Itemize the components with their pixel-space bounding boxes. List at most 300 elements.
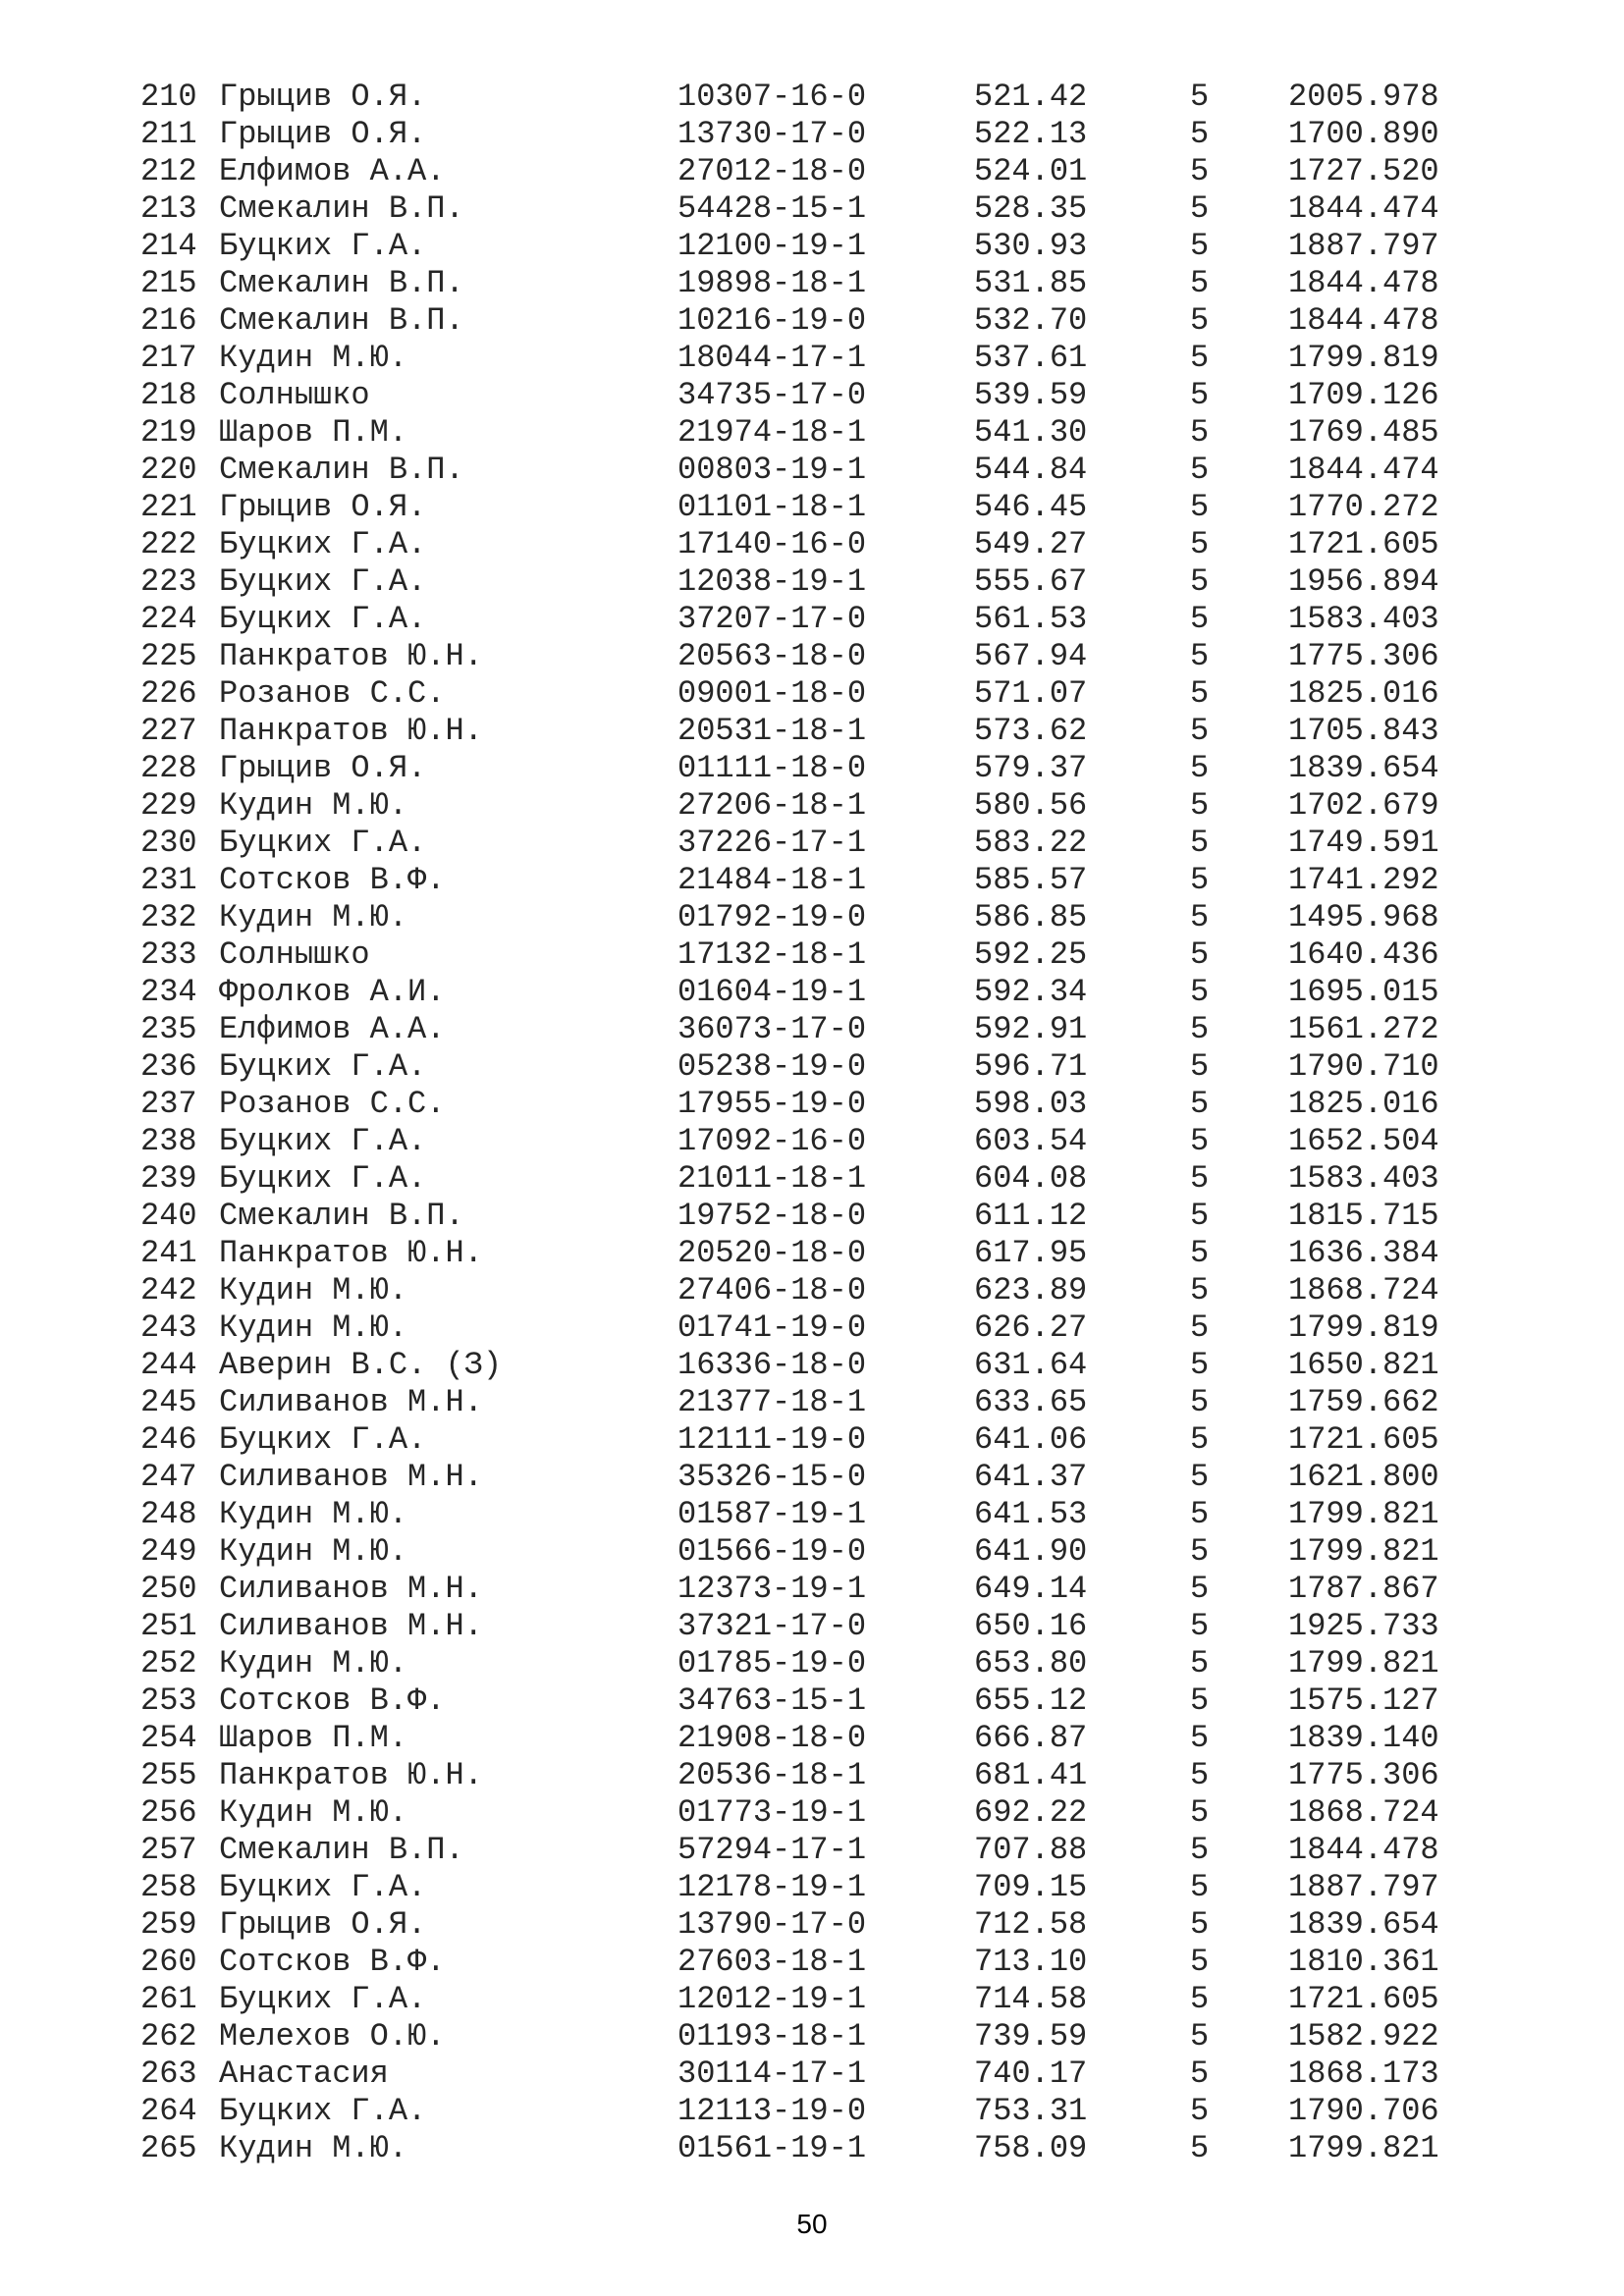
speed-value: 1770.272 [1288,489,1439,525]
count-value: 5 [1190,974,1210,1010]
row-number: 241 [140,1235,197,1271]
distance-value: 528.35 [974,190,1088,227]
distance-value: 666.87 [974,1720,1088,1756]
distance-value: 549.27 [974,526,1088,562]
speed-value: 1582.922 [1288,2018,1439,2055]
speed-value: 1839.654 [1288,750,1439,786]
count-value: 5 [1190,563,1210,600]
participant-name: Фролков А.И. [219,974,446,1010]
participant-name: Смекалин В.П. [219,190,464,227]
participant-name: Грыцив О.Я. [219,489,427,525]
row-number: 215 [140,265,197,301]
ring-code: 01792-19-0 [677,899,867,935]
distance-value: 598.03 [974,1086,1088,1122]
speed-value: 1844.478 [1288,265,1439,301]
ring-code: 12178-19-1 [677,1869,867,1905]
ring-code: 00803-19-1 [677,452,867,488]
speed-value: 1887.797 [1288,1869,1439,1905]
distance-value: 592.34 [974,974,1088,1010]
distance-value: 681.41 [974,1757,1088,1793]
speed-value: 1705.843 [1288,713,1439,749]
count-value: 5 [1190,1272,1210,1308]
ring-code: 05238-19-0 [677,1048,867,1085]
distance-value: 641.06 [974,1421,1088,1458]
table-row [0,2130,1624,2167]
row-number: 244 [140,1347,197,1383]
count-value: 5 [1190,2056,1210,2092]
speed-value: 1799.821 [1288,1645,1439,1682]
table-row [0,936,1624,974]
table-row [0,377,1624,414]
row-number: 230 [140,825,197,861]
count-value: 5 [1190,1011,1210,1047]
table-row [0,228,1624,265]
distance-value: 522.13 [974,116,1088,152]
participant-name: Панкратов Ю.Н. [219,1235,483,1271]
speed-value: 1727.520 [1288,153,1439,189]
distance-value: 753.31 [974,2093,1088,2129]
table-row [0,1048,1624,1086]
ring-code: 27603-18-1 [677,1944,867,1980]
count-value: 5 [1190,1906,1210,1943]
distance-value: 592.91 [974,1011,1088,1047]
speed-value: 1799.819 [1288,340,1439,376]
ring-code: 17132-18-1 [677,936,867,973]
table-row [0,1272,1624,1309]
row-number: 265 [140,2130,197,2166]
row-number: 234 [140,974,197,1010]
speed-value: 2005.978 [1288,79,1439,115]
ring-code: 21377-18-1 [677,1384,867,1420]
count-value: 5 [1190,1571,1210,1607]
table-row [0,563,1624,601]
count-value: 5 [1190,1869,1210,1905]
table-row [0,1533,1624,1571]
count-value: 5 [1190,899,1210,935]
table-row [0,601,1624,638]
distance-value: 583.22 [974,825,1088,861]
distance-value: 571.07 [974,675,1088,712]
row-number: 257 [140,1832,197,1868]
speed-value: 1741.292 [1288,862,1439,898]
table-row [0,862,1624,899]
table-row [0,1906,1624,1944]
distance-value: 611.12 [974,1198,1088,1234]
row-number: 236 [140,1048,197,1085]
row-number: 247 [140,1459,197,1495]
row-number: 258 [140,1869,197,1905]
row-number: 225 [140,638,197,674]
distance-value: 580.56 [974,787,1088,824]
speed-value: 1887.797 [1288,228,1439,264]
distance-value: 740.17 [974,2056,1088,2092]
participant-name: Кудин М.Ю. [219,787,408,824]
ring-code: 12100-19-1 [677,228,867,264]
participant-name: Сотсков В.Ф. [219,1944,446,1980]
row-number: 232 [140,899,197,935]
count-value: 5 [1190,1981,1210,2017]
participant-name: Силиванов М.Н. [219,1459,483,1495]
table-row [0,787,1624,825]
ring-code: 20520-18-0 [677,1235,867,1271]
speed-value: 1810.361 [1288,1944,1439,1980]
table-row [0,1794,1624,1832]
participant-name: Солнышко [219,377,370,413]
ring-code: 57294-17-1 [677,1832,867,1868]
row-number: 254 [140,1720,197,1756]
count-value: 5 [1190,265,1210,301]
distance-value: 592.25 [974,936,1088,973]
row-number: 233 [140,936,197,973]
row-number: 218 [140,377,197,413]
speed-value: 1799.821 [1288,2130,1439,2166]
participant-name: Кудин М.Ю. [219,340,408,376]
ring-code: 35326-15-0 [677,1459,867,1495]
count-value: 5 [1190,153,1210,189]
table-row [0,302,1624,340]
speed-value: 1775.306 [1288,638,1439,674]
speed-value: 1759.662 [1288,1384,1439,1420]
distance-value: 692.22 [974,1794,1088,1831]
participant-name: Панкратов Ю.Н. [219,713,483,749]
participant-name: Шаров П.М. [219,414,408,451]
row-number: 262 [140,2018,197,2055]
ring-code: 12012-19-1 [677,1981,867,2017]
speed-value: 1650.821 [1288,1347,1439,1383]
distance-value: 758.09 [974,2130,1088,2166]
participant-name: Панкратов Ю.Н. [219,638,483,674]
row-number: 231 [140,862,197,898]
distance-value: 539.59 [974,377,1088,413]
count-value: 5 [1190,936,1210,973]
participant-name: Буцких Г.А. [219,825,427,861]
participant-name: Буцких Г.А. [219,2093,427,2129]
count-value: 5 [1190,228,1210,264]
row-number: 235 [140,1011,197,1047]
distance-value: 709.15 [974,1869,1088,1905]
distance-value: 655.12 [974,1682,1088,1719]
participant-name: Буцких Г.А. [219,1869,427,1905]
count-value: 5 [1190,1235,1210,1271]
table-row [0,1571,1624,1608]
speed-value: 1799.819 [1288,1309,1439,1346]
distance-value: 739.59 [974,2018,1088,2055]
ring-code: 34763-15-1 [677,1682,867,1719]
speed-value: 1825.016 [1288,675,1439,712]
speed-value: 1709.126 [1288,377,1439,413]
ring-code: 27406-18-0 [677,1272,867,1308]
participant-name: Буцких Г.А. [219,1048,427,1085]
table-row [0,1235,1624,1272]
speed-value: 1583.403 [1288,1160,1439,1197]
table-row [0,2056,1624,2093]
ring-code: 01773-19-1 [677,1794,867,1831]
distance-value: 641.37 [974,1459,1088,1495]
count-value: 5 [1190,1608,1210,1644]
table-row [0,2093,1624,2130]
distance-value: 537.61 [974,340,1088,376]
speed-value: 1621.800 [1288,1459,1439,1495]
table-row [0,1496,1624,1533]
count-value: 5 [1190,1048,1210,1085]
ring-code: 21908-18-0 [677,1720,867,1756]
participant-name: Кудин М.Ю. [219,1794,408,1831]
participant-name: Кудин М.Ю. [219,1645,408,1682]
row-number: 252 [140,1645,197,1682]
participant-name: Смекалин В.П. [219,302,464,339]
table-row [0,1832,1624,1869]
row-number: 240 [140,1198,197,1234]
speed-value: 1844.478 [1288,302,1439,339]
row-number: 220 [140,452,197,488]
distance-value: 596.71 [974,1048,1088,1085]
speed-value: 1702.679 [1288,787,1439,824]
distance-value: 541.30 [974,414,1088,451]
distance-value: 641.90 [974,1533,1088,1570]
speed-value: 1799.821 [1288,1533,1439,1570]
row-number: 212 [140,153,197,189]
table-row [0,1198,1624,1235]
count-value: 5 [1190,862,1210,898]
ring-code: 01785-19-0 [677,1645,867,1682]
row-number: 228 [140,750,197,786]
ring-code: 18044-17-1 [677,340,867,376]
count-value: 5 [1190,1533,1210,1570]
participant-name: Буцких Г.А. [219,1981,427,2017]
table-row [0,825,1624,862]
speed-value: 1495.968 [1288,899,1439,935]
distance-value: 649.14 [974,1571,1088,1607]
table-row [0,974,1624,1011]
ring-code: 13730-17-0 [677,116,867,152]
distance-value: 555.67 [974,563,1088,600]
row-number: 213 [140,190,197,227]
speed-value: 1844.474 [1288,190,1439,227]
row-number: 264 [140,2093,197,2129]
participant-name: Силиванов М.Н. [219,1571,483,1607]
speed-value: 1956.894 [1288,563,1439,600]
ring-code: 01566-19-0 [677,1533,867,1570]
distance-value: 707.88 [974,1832,1088,1868]
count-value: 5 [1190,825,1210,861]
speed-value: 1652.504 [1288,1123,1439,1159]
count-value: 5 [1190,1384,1210,1420]
ring-code: 20536-18-1 [677,1757,867,1793]
count-value: 5 [1190,2130,1210,2166]
ring-code: 20531-18-1 [677,713,867,749]
participant-name: Буцких Г.А. [219,1123,427,1159]
distance-value: 631.64 [974,1347,1088,1383]
count-value: 5 [1190,638,1210,674]
participant-name: Смекалин В.П. [219,265,464,301]
count-value: 5 [1190,2093,1210,2129]
ring-code: 21484-18-1 [677,862,867,898]
table-row [0,414,1624,452]
participant-name: Анастасия [219,2056,389,2092]
participant-name: Силиванов М.Н. [219,1608,483,1644]
participant-name: Сотсков В.Ф. [219,1682,446,1719]
row-number: 248 [140,1496,197,1532]
table-row [0,1720,1624,1757]
participant-name: Елфимов А.А. [219,1011,446,1047]
count-value: 5 [1190,1944,1210,1980]
table-row [0,899,1624,936]
participant-name: Буцких Г.А. [219,1421,427,1458]
participant-name: Грыцив О.Я. [219,79,427,115]
participant-name: Буцких Г.А. [219,601,427,637]
row-number: 219 [140,414,197,451]
participant-name: Смекалин В.П. [219,1832,464,1868]
table-row [0,713,1624,750]
participant-name: Кудин М.Ю. [219,1496,408,1532]
distance-value: 546.45 [974,489,1088,525]
ring-code: 21011-18-1 [677,1160,867,1197]
table-row [0,675,1624,713]
distance-value: 650.16 [974,1608,1088,1644]
ring-code: 34735-17-0 [677,377,867,413]
row-number: 261 [140,1981,197,2017]
table-row [0,265,1624,302]
count-value: 5 [1190,1794,1210,1831]
participant-name: Аверин В.С. (З) [219,1347,503,1383]
count-value: 5 [1190,1421,1210,1458]
count-value: 5 [1190,1757,1210,1793]
speed-value: 1787.867 [1288,1571,1439,1607]
row-number: 245 [140,1384,197,1420]
ring-code: 30114-17-1 [677,2056,867,2092]
speed-value: 1583.403 [1288,601,1439,637]
row-number: 253 [140,1682,197,1719]
speed-value: 1749.591 [1288,825,1439,861]
speed-value: 1815.715 [1288,1198,1439,1234]
distance-value: 531.85 [974,265,1088,301]
count-value: 5 [1190,1309,1210,1346]
ring-code: 21974-18-1 [677,414,867,451]
distance-value: 586.85 [974,899,1088,935]
participant-name: Кудин М.Ю. [219,1309,408,1346]
ring-code: 01561-19-1 [677,2130,867,2166]
speed-value: 1839.654 [1288,1906,1439,1943]
ring-code: 37226-17-1 [677,825,867,861]
table-row [0,1421,1624,1459]
table-row [0,489,1624,526]
count-value: 5 [1190,2018,1210,2055]
count-value: 5 [1190,377,1210,413]
table-row [0,1160,1624,1198]
row-number: 249 [140,1533,197,1570]
participant-name: Смекалин В.П. [219,1198,464,1234]
distance-value: 530.93 [974,228,1088,264]
participant-name: Буцких Г.А. [219,1160,427,1197]
row-number: 229 [140,787,197,824]
count-value: 5 [1190,713,1210,749]
row-number: 256 [140,1794,197,1831]
distance-value: 561.53 [974,601,1088,637]
row-number: 259 [140,1906,197,1943]
table-row [0,452,1624,489]
count-value: 5 [1190,489,1210,525]
count-value: 5 [1190,1160,1210,1197]
speed-value: 1825.016 [1288,1086,1439,1122]
table-row [0,153,1624,190]
participant-name: Розанов С.С. [219,675,446,712]
ring-code: 54428-15-1 [677,190,867,227]
distance-value: 521.42 [974,79,1088,115]
speed-value: 1721.605 [1288,1981,1439,2017]
distance-value: 626.27 [974,1309,1088,1346]
participant-name: Кудин М.Ю. [219,899,408,935]
speed-value: 1868.173 [1288,2056,1439,2092]
speed-value: 1700.890 [1288,116,1439,152]
participant-name: Грыцив О.Я. [219,116,427,152]
speed-value: 1790.706 [1288,2093,1439,2129]
table-row [0,116,1624,153]
ring-code: 01741-19-0 [677,1309,867,1346]
ring-code: 12113-19-0 [677,2093,867,2129]
row-number: 227 [140,713,197,749]
distance-value: 633.65 [974,1384,1088,1420]
distance-value: 712.58 [974,1906,1088,1943]
count-value: 5 [1190,1832,1210,1868]
distance-value: 653.80 [974,1645,1088,1682]
table-row [0,638,1624,675]
ring-code: 36073-17-0 [677,1011,867,1047]
count-value: 5 [1190,1720,1210,1756]
row-number: 214 [140,228,197,264]
distance-value: 532.70 [974,302,1088,339]
participant-name: Буцких Г.А. [219,563,427,600]
participant-name: Мелехов О.Ю. [219,2018,446,2055]
ring-code: 09001-18-0 [677,675,867,712]
table-row [0,1309,1624,1347]
speed-value: 1575.127 [1288,1682,1439,1719]
row-number: 263 [140,2056,197,2092]
distance-value: 544.84 [974,452,1088,488]
row-number: 250 [140,1571,197,1607]
row-number: 260 [140,1944,197,1980]
row-number: 251 [140,1608,197,1644]
participant-name: Кудин М.Ю. [219,1272,408,1308]
row-number: 221 [140,489,197,525]
participant-name: Кудин М.Ю. [219,2130,408,2166]
ring-code: 10307-16-0 [677,79,867,115]
count-value: 5 [1190,1347,1210,1383]
ring-code: 17955-19-0 [677,1086,867,1122]
row-number: 242 [140,1272,197,1308]
table-row [0,1981,1624,2018]
speed-value: 1844.478 [1288,1832,1439,1868]
distance-value: 579.37 [974,750,1088,786]
ring-code: 19752-18-0 [677,1198,867,1234]
distance-value: 623.89 [974,1272,1088,1308]
table-row [0,2018,1624,2056]
speed-value: 1695.015 [1288,974,1439,1010]
count-value: 5 [1190,1086,1210,1122]
participant-name: Панкратов Ю.Н. [219,1757,483,1793]
row-number: 239 [140,1160,197,1197]
participant-name: Силиванов М.Н. [219,1384,483,1420]
distance-value: 585.57 [974,862,1088,898]
table-row [0,1944,1624,1981]
count-value: 5 [1190,340,1210,376]
speed-value: 1868.724 [1288,1272,1439,1308]
participant-name: Розанов С.С. [219,1086,446,1122]
count-value: 5 [1190,452,1210,488]
table-row [0,1086,1624,1123]
table-row [0,526,1624,563]
count-value: 5 [1190,116,1210,152]
count-value: 5 [1190,787,1210,824]
